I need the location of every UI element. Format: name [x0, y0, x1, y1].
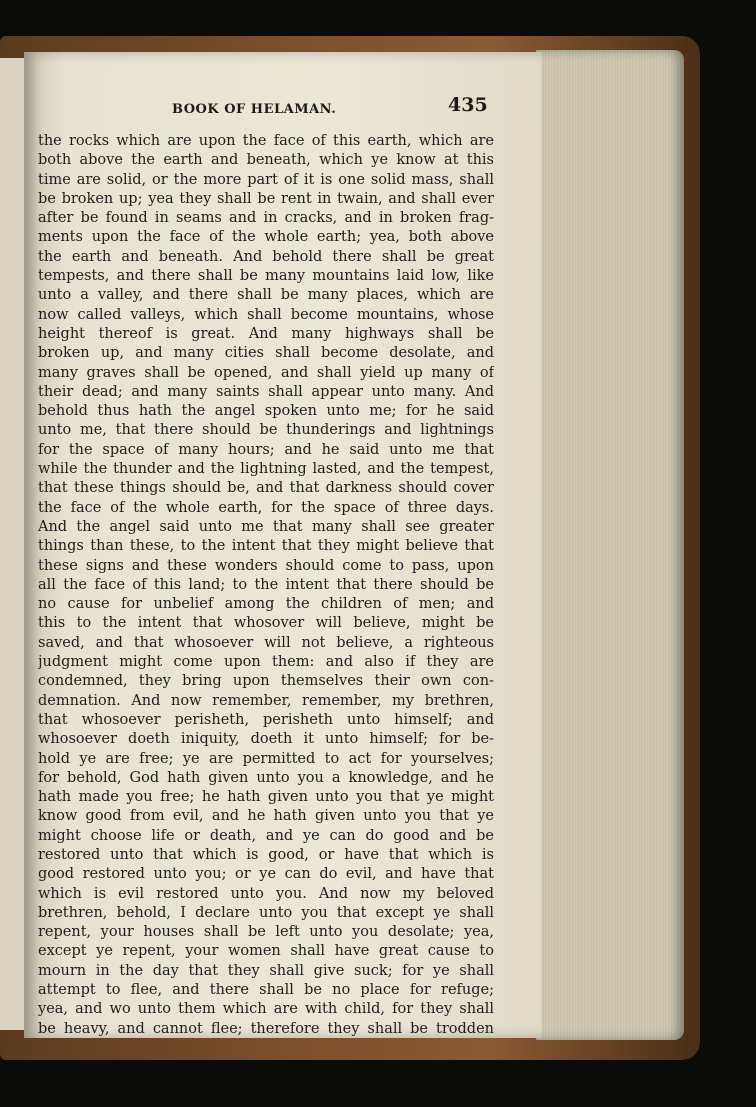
text-line: repent, your houses shall be left unto you desolate; yea, — [38, 924, 494, 941]
running-head: BOOK OF HELAMAN. — [172, 102, 337, 117]
text-line: be broken up; yea they shall be rent in twain, and shall ever — [38, 190, 494, 207]
text-line: time are solid, or the more part of it is one solid mass, shall — [38, 171, 494, 188]
facing-page-edge — [0, 58, 24, 1030]
text-line: many graves shall be opened, and shall yield up many of — [38, 364, 494, 381]
text-line: the rocks which are upon the face of this earth, which are — [38, 133, 494, 149]
text-line: these signs and these wonders should come to pass, upon — [38, 557, 494, 574]
text-line: no cause for unbelief among the children of men; and — [38, 596, 494, 613]
text-line: might choose life or death, and ye can do good and be — [38, 827, 494, 844]
text-line: judgment might come upon them: and also if they are — [38, 654, 494, 671]
text-line: now called valleys, which shall become mountains, whose — [38, 306, 494, 323]
text-line: good restored unto you; or ye can do evil, and have that — [38, 866, 494, 883]
text-line: hold ye are free; ye are permitted to act for yourselves; — [38, 750, 494, 767]
text-line: the earth and beneath. And behold there shall be great — [38, 248, 494, 265]
text-line: their dead; and many saints shall appear unto many. And — [38, 383, 494, 400]
text-line: tempests, and there shall be many mountains laid low, like — [38, 268, 494, 285]
text-line: things than these, to the intent that they might believe that — [38, 538, 494, 555]
text-line: height thereof is great. And many highways shall be — [38, 325, 494, 342]
page-header — [24, 92, 542, 122]
text-line: yea, and wo unto them which are with child, for they shall — [38, 1001, 494, 1018]
text-line: brethren, behold, I declare unto you that except ye shall — [38, 904, 494, 921]
text-line: condemned, they bring upon themselves their own con- — [38, 673, 494, 690]
text-line: behold thus hath the angel spoken unto me; for he said — [38, 403, 494, 420]
text-line: whosoever doeth iniquity, doeth it unto himself; for be- — [38, 731, 494, 748]
text-line: which is evil restored unto you. And now my beloved — [38, 885, 494, 902]
body-text — [38, 132, 494, 1039]
text-line: restored unto that which is good, or have that which is — [38, 846, 494, 863]
text-line: broken up, and many cities shall become desolate, and — [38, 345, 494, 362]
text-line: mourn in the day that they shall give suck; for ye shall — [38, 962, 494, 979]
text-line: unto a valley, and there shall be many places, which are — [38, 287, 494, 304]
text-line: unto me, that there should be thunderings and lightnings — [38, 422, 494, 439]
text-line: after be found in seams and in cracks, and in broken frag- — [38, 210, 494, 227]
text-line: that whosoever perisheth, perisheth unto himself; and — [38, 711, 494, 728]
text-line: hath made you free; he hath given unto you that ye might — [38, 789, 494, 806]
text-line: that these things should be, and that darkness should cover — [38, 480, 494, 497]
book-page — [24, 52, 542, 1038]
text-line: And the angel said unto me that many shall see greater — [38, 518, 494, 535]
text-line: all the face of this land; to the intent that there should be — [38, 576, 494, 593]
text-line: while the thunder and the lightning lasted, and the tempest, — [38, 461, 494, 478]
text-line: for behold, God hath given unto you a knowledge, and he — [38, 769, 494, 786]
page-edges — [536, 50, 684, 1040]
text-line: be heavy, and cannot flee; therefore they shall be trodden — [38, 1020, 494, 1037]
text-line: demnation. And now remember, remember, my brethren, — [38, 692, 494, 709]
text-line: this to the intent that whosover will believe, might be — [38, 615, 494, 632]
text-line: both above the earth and beneath, which ye know at this — [38, 152, 494, 169]
text-line: know good from evil, and he hath given unto you that ye — [38, 808, 494, 825]
text-line: the face of the whole earth, for the space of three days. — [38, 499, 494, 516]
text-line: saved, and that whosoever will not believe, a righteous — [38, 634, 494, 651]
text-line: attempt to flee, and there shall be no place for refuge; — [38, 982, 494, 999]
text-line: except ye repent, your women shall have great cause to — [38, 943, 494, 960]
page-number: 435 — [448, 94, 488, 116]
text-line: ments upon the face of the whole earth; yea, both above — [38, 229, 494, 246]
text-line: for the space of many hours; and he said unto me that — [38, 441, 494, 458]
